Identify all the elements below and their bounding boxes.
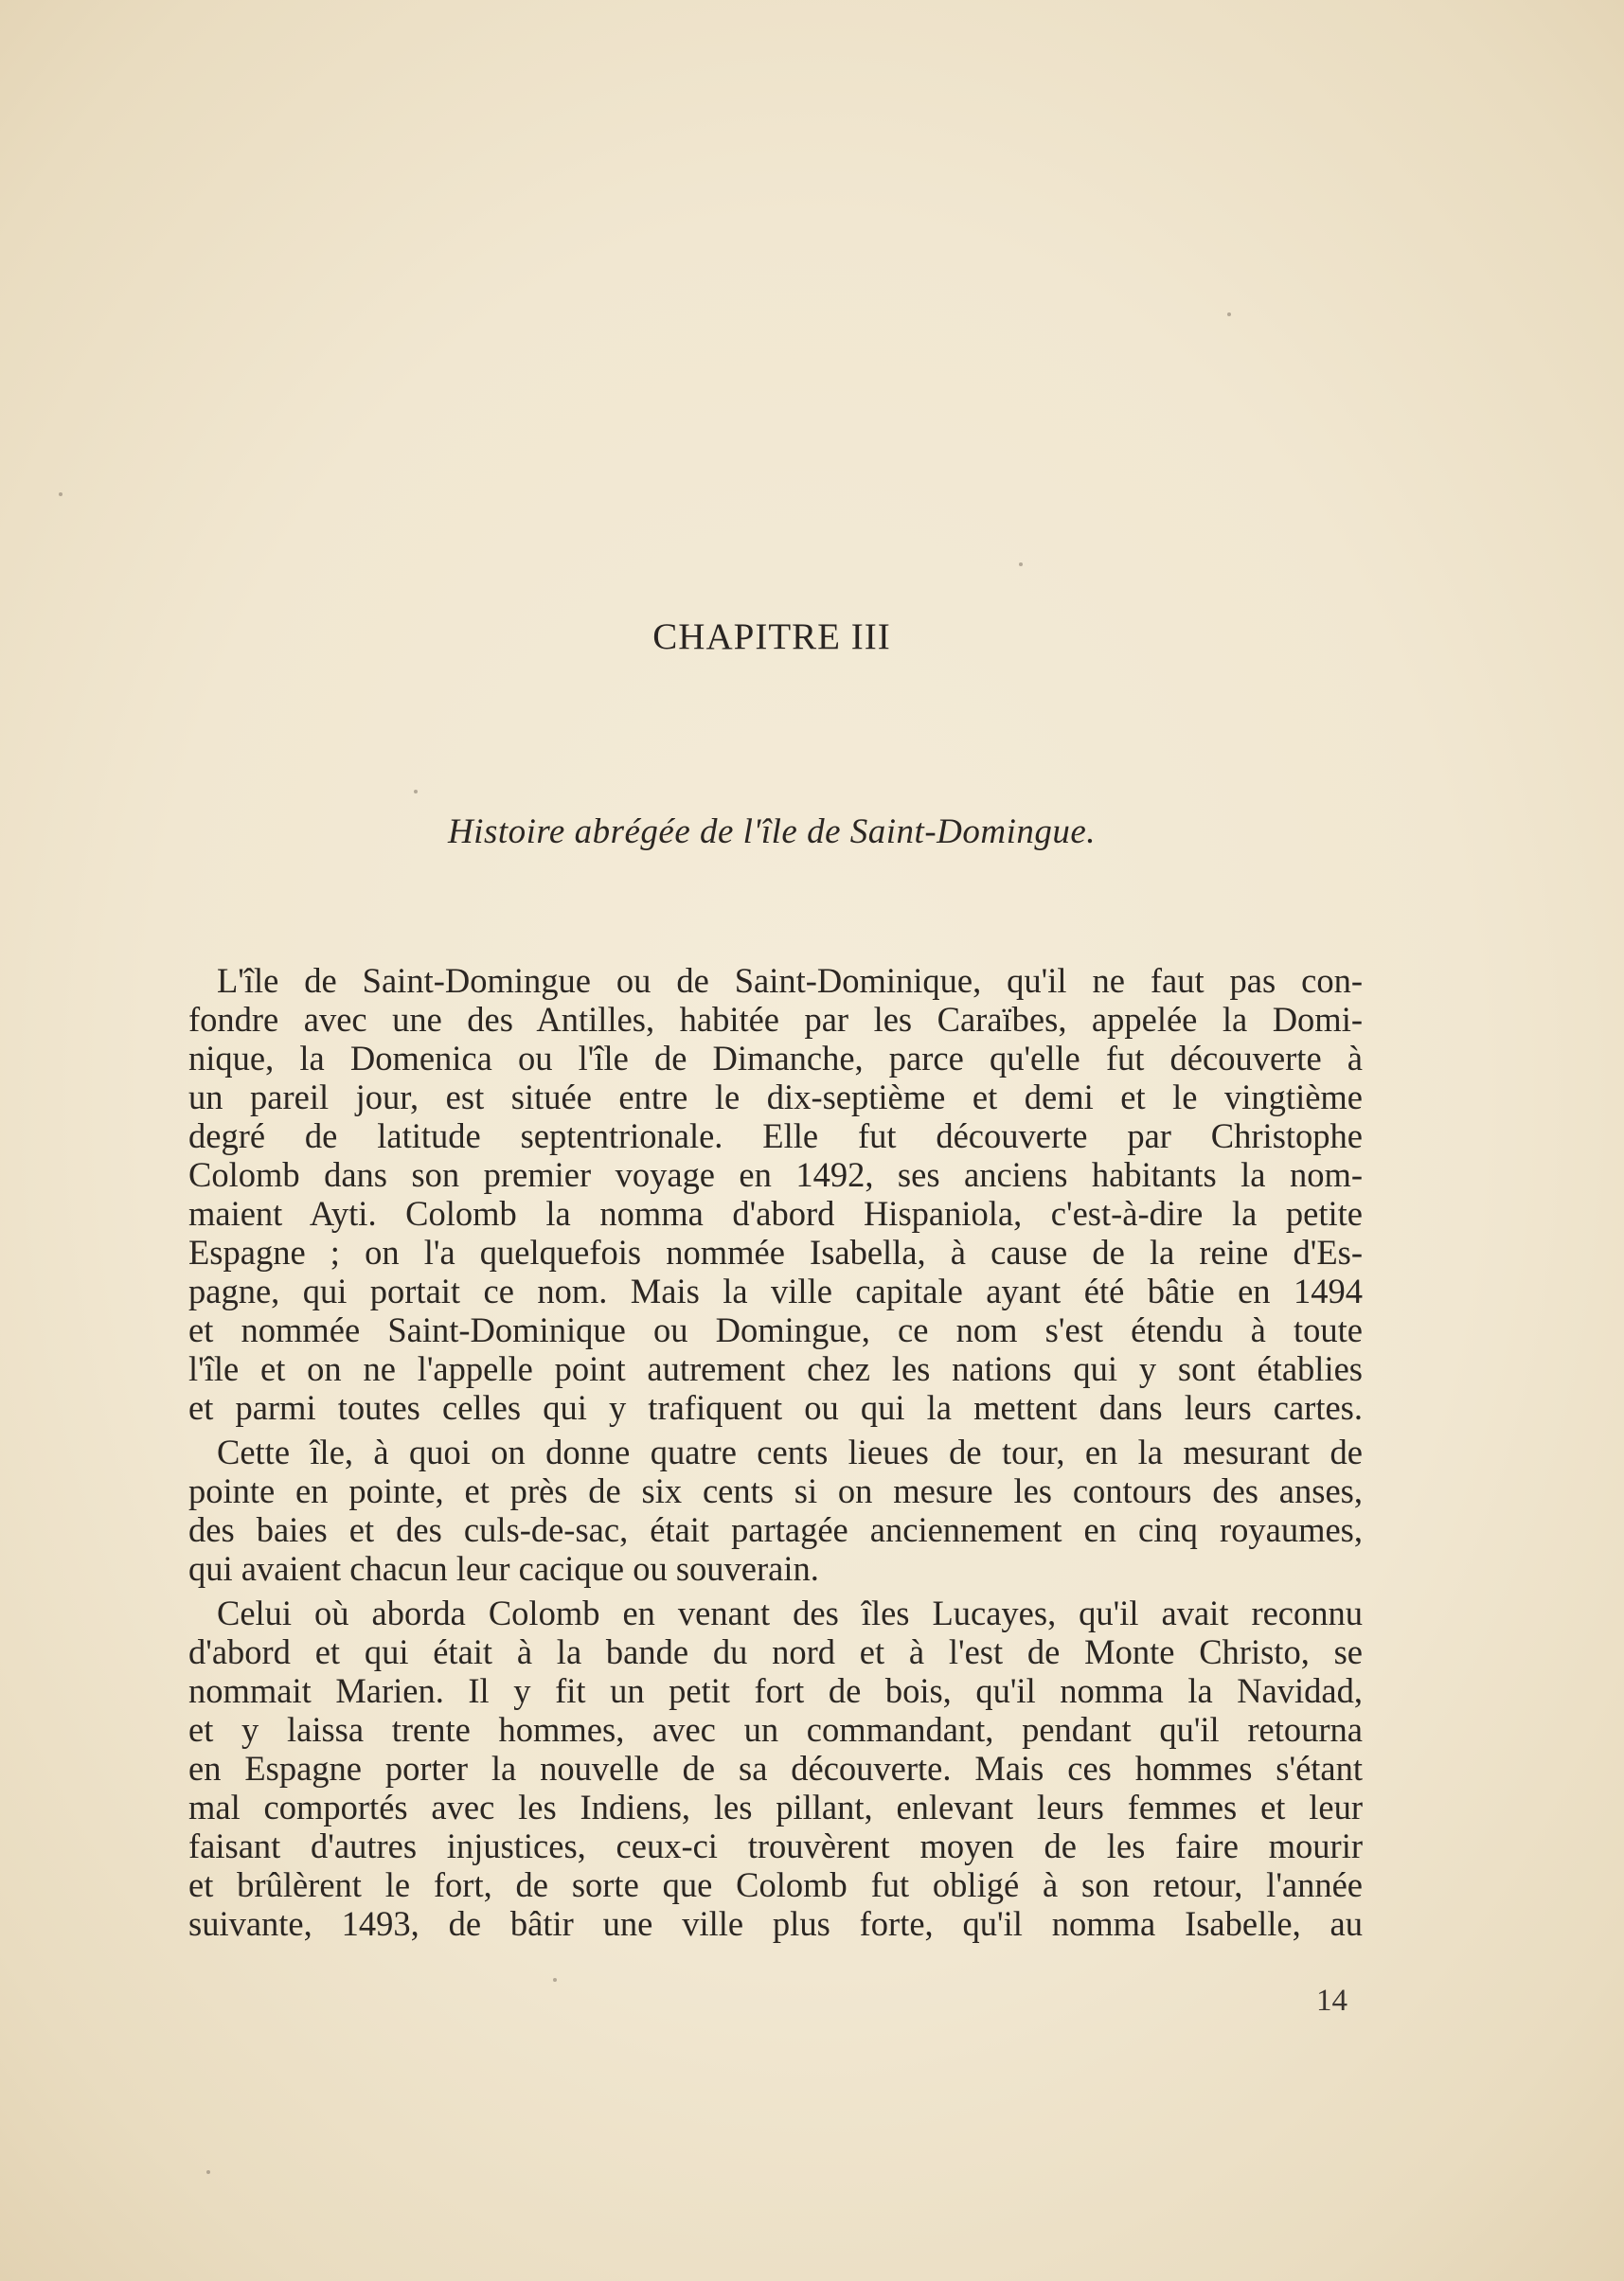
text-line: L'île de Saint-Domingue ou de Saint-Dominique, qu'il ne faut pas con- [217,961,1363,1000]
paper-speck [553,1978,557,1982]
text-line: et parmi toutes celles qui y trafiquent ou qui la mettent dans leurs cartes. [188,1388,1363,1427]
paragraph-3 [188,1594,1363,1943]
text-line: faisant d'autres injustices, ceux-ci trouvèrent moyen de les faire mourir [188,1827,1363,1865]
text-line: degré de latitude septentrionale. Elle fut découverte par Christophe [188,1116,1363,1155]
text-line: pointe en pointe, et près de six cents si on mesure les contours des anses, [188,1471,1363,1510]
chapter-title: Histoire abrégée de l'île de Saint-Domingue. [447,812,1097,851]
paper-speck [1227,312,1231,316]
text-line: d'abord et qui était à la bande du nord et à l'est de Monte Christo, se [188,1632,1363,1671]
paper-speck [206,2170,210,2174]
body-text [188,961,1363,1943]
paper-speck [1019,562,1023,566]
text-line: suivante, 1493, de bâtir une ville plus forte, qu'il nomma Isabelle, au [188,1904,1363,1943]
text-line: l'île et on ne l'appelle point autrement chez les nations qui y sont établies [188,1349,1363,1388]
paragraph-2 [188,1433,1363,1588]
text-line: en Espagne porter la nouvelle de sa découverte. Mais ces hommes s'étant [188,1749,1363,1788]
text-line: Colomb dans son premier voyage en 1492, ses anciens habitants la nom- [188,1155,1363,1194]
text-line: qui avaient chacun leur cacique ou souverain. [188,1549,819,1588]
text-line: et brûlèrent le fort, de sorte que Colomb fut obligé à son retour, l'année [188,1865,1363,1904]
text-line: fondre avec une des Antilles, habitée par les Caraïbes, appelée la Domi- [188,1000,1363,1039]
text-line: un pareil jour, est située entre le dix-septième et demi et le vingtième [188,1078,1363,1116]
text-line: mal comportés avec les Indiens, les pillant, enlevant leurs femmes et leur [188,1788,1363,1827]
text-line: Celui où aborda Colomb en venant des îles Lucayes, qu'il avait reconnu [217,1594,1363,1632]
text-line: Espagne ; on l'a quelquefois nommée Isabella, à cause de la reine d'Es- [188,1233,1363,1272]
paper-speck [414,790,418,793]
text-line: et nommée Saint-Dominique ou Domingue, ce nom s'est étendu à toute [188,1310,1363,1349]
chapter-heading: CHAPITRE III [652,616,891,657]
text-line: des baies et des culs-de-sac, était partagée anciennement en cinq royaumes, [188,1510,1363,1549]
text-line: nique, la Domenica ou l'île de Dimanche, parce qu'elle fut découverte à [188,1039,1363,1078]
page-number: 14 [1316,1984,1347,2018]
text-line: maient Ayti. Colomb la nomma d'abord Hispaniola, c'est-à-dire la petite [188,1194,1363,1233]
text-line: nommait Marien. Il y fit un petit fort de bois, qu'il nomma la Navidad, [188,1671,1363,1710]
text-line: Cette île, à quoi on donne quatre cents lieues de tour, en la mesurant de [217,1433,1363,1471]
paragraph-1 [188,961,1363,1427]
paper-speck [59,492,62,496]
text-line: et y laissa trente hommes, avec un commandant, pendant qu'il retourna [188,1710,1363,1749]
text-line: pagne, qui portait ce nom. Mais la ville capitale ayant été bâtie en 1494 [188,1272,1363,1310]
